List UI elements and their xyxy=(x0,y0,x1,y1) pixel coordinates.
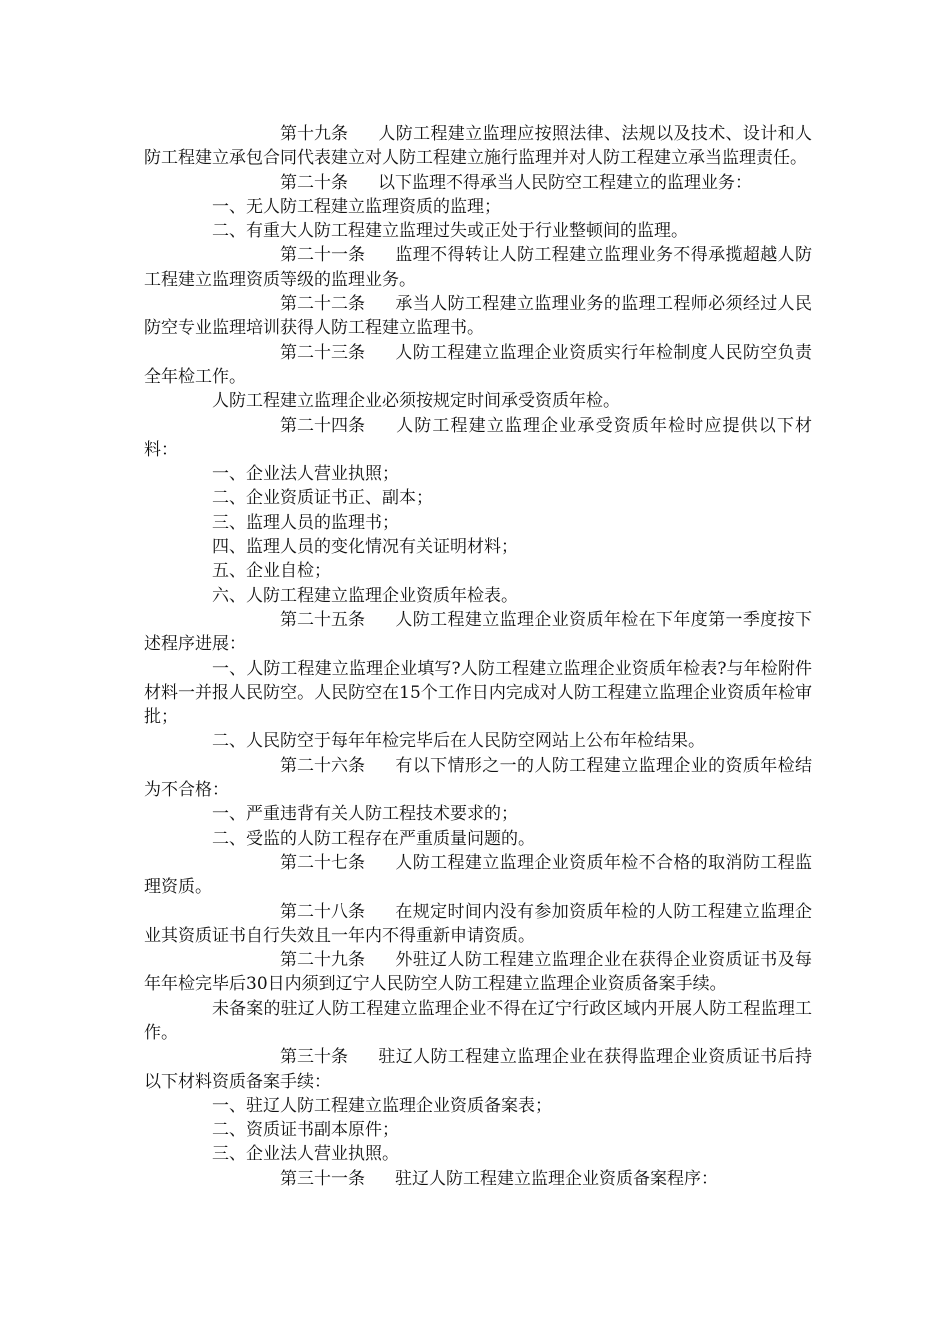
article-number: 第二十条 xyxy=(280,172,348,193)
article-number: 第二十二条 xyxy=(280,294,365,315)
paragraph-text: 二、受监的人防工程存在严重质量问题的。 xyxy=(212,828,535,849)
paragraph xyxy=(144,754,812,803)
paragraph-text: 六、人防工程建立监理企业资质年检表。 xyxy=(212,585,518,606)
paragraph-text: 三、监理人员的监理书； xyxy=(212,512,399,533)
paragraph xyxy=(144,657,812,730)
paragraph xyxy=(144,414,812,463)
paragraph xyxy=(144,341,812,390)
article-number: 第二十六条 xyxy=(280,755,365,776)
paragraph xyxy=(144,486,812,510)
paragraph xyxy=(144,1094,812,1118)
article-number: 第二十五条 xyxy=(280,609,365,630)
paragraph-text: 五、企业自检； xyxy=(212,561,331,582)
article-number: 第十九条 xyxy=(280,124,348,144)
paragraph-text: 有以下情形之一的人防工程建立监理企业的资质年检结为不合格： xyxy=(144,755,812,801)
paragraph xyxy=(144,608,812,657)
paragraph-text: 监理不得转让人防工程建立监理业务不得承揽超越人防工程建立监理资质等级的监理业务。 xyxy=(144,245,812,290)
article-number: 第二十八条 xyxy=(280,901,365,922)
paragraph-text: 人防工程建立监理企业必须按规定时间承受资质年检。 xyxy=(212,391,620,412)
article-number: 第二十九条 xyxy=(280,950,365,971)
paragraph-text: 一、严重违背有关人防工程技术要求的； xyxy=(212,804,518,825)
paragraph xyxy=(144,389,812,413)
paragraph xyxy=(144,195,812,219)
article-number: 第三十一条 xyxy=(280,1168,365,1189)
article-number: 第二十一条 xyxy=(280,245,365,266)
paragraph xyxy=(144,1142,812,1166)
paragraph-text: 驻辽人防工程建立监理企业资质备案程序： xyxy=(395,1168,718,1189)
paragraph xyxy=(144,584,812,608)
paragraph-text: 以下监理不得承当人民防空工程建立的监理业务： xyxy=(378,172,752,193)
paragraph xyxy=(144,851,812,900)
article-number: 第三十条 xyxy=(280,1047,348,1068)
article-number: 第二十三条 xyxy=(280,342,365,363)
paragraph-text: 一、人防工程建立监理企业填写?人防工程建立监理企业资质年检表?与年检附件材料一并报人民防空。人民防空在15个工作日内完成对人防工程建立监理企业资质年检审批； xyxy=(144,658,812,728)
paragraph-text: 二、企业资质证书正、副本； xyxy=(212,488,433,509)
paragraph-text: 三、企业法人营业执照。 xyxy=(212,1144,399,1165)
paragraph xyxy=(144,511,812,535)
paragraph-text: 四、监理人员的变化情况有关证明材料； xyxy=(212,537,518,558)
document-body xyxy=(144,122,812,1191)
paragraph-text: 二、资质证书副本原件； xyxy=(212,1120,399,1141)
paragraph-text: 外驻辽人防工程建立监理企业在获得企业资质证书及每年年检完毕后30日内须到辽宁人民防空人防工程建立监理企业资质备案手续。 xyxy=(144,950,812,995)
article-number: 第二十四条 xyxy=(280,415,365,436)
paragraph-text: 未备案的驻辽人防工程建立监理企业不得在辽宁行政区域内开展人防工程监理工作。 xyxy=(144,998,812,1043)
paragraph xyxy=(144,171,812,195)
paragraph-text: 人防工程建立监理企业资质年检不合格的取消防工程监理资质。 xyxy=(144,852,812,898)
paragraph xyxy=(144,1045,812,1094)
paragraph xyxy=(144,827,812,851)
paragraph xyxy=(144,1167,812,1191)
paragraph xyxy=(144,1118,812,1142)
paragraph xyxy=(144,559,812,583)
paragraph xyxy=(144,219,812,243)
paragraph-text: 在规定时间内没有参加资质年检的人防工程建立监理企业其资质证书自行失效且一年内不得重新申请资质。 xyxy=(144,901,812,946)
paragraph xyxy=(144,729,812,753)
article-number: 第二十七条 xyxy=(280,852,365,873)
paragraph xyxy=(144,948,812,997)
paragraph xyxy=(144,997,812,1046)
paragraph-text: 承当人防工程建立监理业务的监理工程师必须经过人民防空专业监理培训获得人防工程建立监理书。 xyxy=(144,294,812,339)
paragraph-text: 一、驻辽人防工程建立监理企业资质备案表； xyxy=(212,1095,552,1116)
paragraph-text: 人防工程建立监理企业资质实行年检制度人民防空负责全年检工作。 xyxy=(144,342,812,387)
paragraph xyxy=(144,292,812,341)
paragraph-text: 人防工程建立监理企业承受资质年检时应提供以下材料： xyxy=(144,415,812,460)
paragraph xyxy=(144,802,812,826)
paragraph xyxy=(144,900,812,949)
paragraph-text: 人防工程建立监理应按照法律、法规以及技术、设计和人防工程建立承包合同代表建立对人防工程建立施行监理并对人防工程建立承当监理责任。 xyxy=(144,124,812,169)
paragraph xyxy=(144,243,812,292)
paragraph-text: 一、企业法人营业执照； xyxy=(212,464,399,485)
paragraph xyxy=(144,122,812,171)
paragraph-text: 一、无人防工程建立监理资质的监理； xyxy=(212,196,501,217)
paragraph-text: 人防工程建立监理企业资质年检在下年度第一季度按下述程序进展： xyxy=(144,609,812,655)
paragraph-text: 二、人民防空于每年年检完毕后在人民防空网站上公布年检结果。 xyxy=(212,731,705,752)
paragraph-text: 二、有重大人防工程建立监理过失或正处于行业整顿间的监理。 xyxy=(212,221,688,242)
paragraph-text: 驻辽人防工程建立监理企业在获得监理企业资质证书后持以下材料资质备案手续： xyxy=(144,1047,812,1092)
paragraph xyxy=(144,535,812,559)
paragraph xyxy=(144,462,812,486)
